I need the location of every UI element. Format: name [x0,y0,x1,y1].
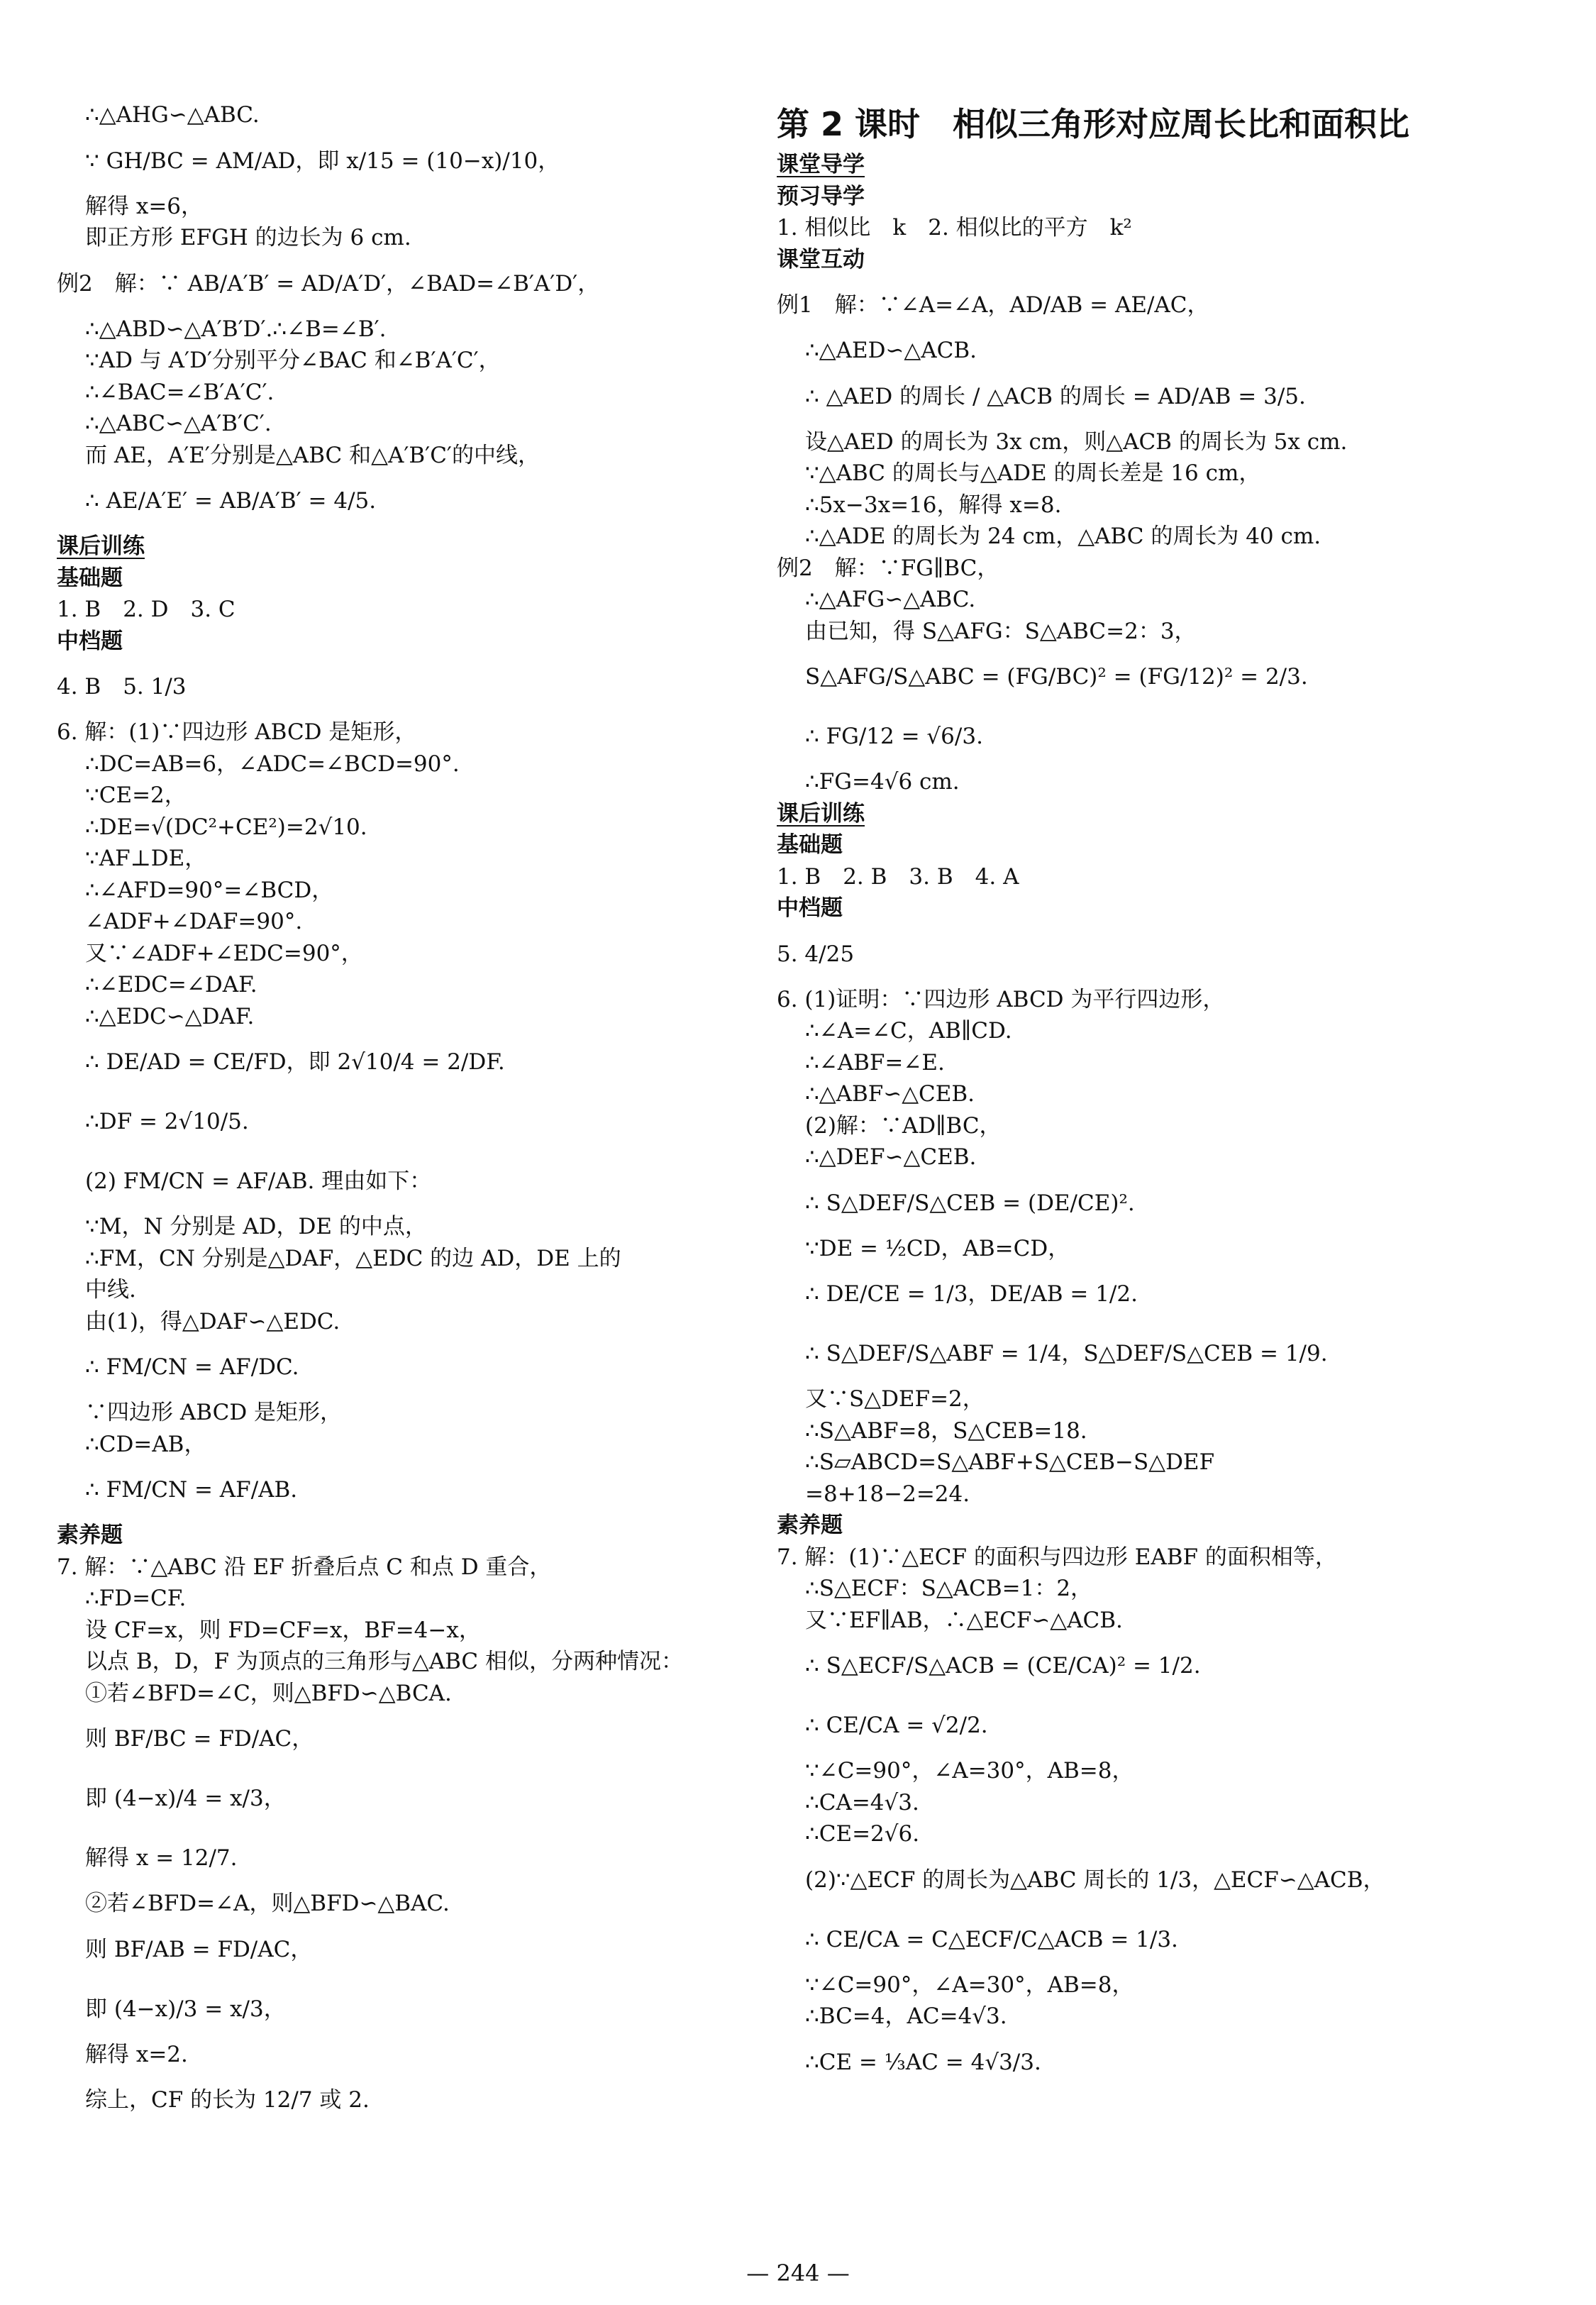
text-line: ∴△DEF∽△CEB. [805,1144,977,1170]
text-line: 即正方形 EFGH 的边长为 6 cm. [85,225,411,250]
text-line: ∴DF = 2√10/5. [85,1109,249,1134]
text-line: 6. (1)证明：∵四边形 ABCD 为平行四边形， [777,986,1225,1012]
text-line: 即 (4−x)/4 = x/3， [85,1786,286,1811]
text-line: ∴FD=CF. [85,1586,187,1611]
section-heading: 素养题 [57,1522,123,1548]
section-heading: 课后训练 [57,534,145,559]
text-line: ∴S△ABF=8，S△CEB=18. [805,1417,1087,1444]
text-line: ∴ △AED 的周长 / △ACB 的周长 = AD/AB = 3/5. [805,383,1306,409]
text-line: 1. B 2. B 3. B 4. A [777,863,1019,890]
text-line: 以点 B，D，F 为顶点的三角形与△ABC 相似，分两种情况： [85,1649,684,1674]
text-line: ∴S▱ABCD=S△ABF+S△CEB−S△DEF [805,1449,1215,1475]
text-line: ∵∠C=90°，∠A=30°，AB=8， [805,1758,1134,1784]
text-line: ∵AF⊥DE， [85,846,207,871]
text-line: 中线. [85,1277,136,1303]
text-line: ∴ S△ECF/S△ACB = (CE/CA)² = 1/2. [805,1653,1201,1679]
text-line: 5. 4/25 [777,941,855,967]
text-line: ∴ DE/CE = 1/3，DE/AB = 1/2. [805,1281,1138,1307]
text-line: 而 AE，A′E′分别是△ABC 和△A′B′C′的中线， [85,442,540,468]
text-line: 解得 x = 12/7. [85,1845,238,1871]
text-line: ∴ FM/CN = AF/DC. [85,1354,299,1380]
text-line: ∴ CE/CA = C△ECF/C△ACB = 1/3. [805,1926,1178,1952]
text-line: ∠ADF+∠DAF=90°. [85,909,303,934]
text-line: ∴△AED∽△ACB. [805,338,977,363]
text-line: ∴CE=2√6. [805,1821,920,1847]
text-line: ∴△ABF∽△CEB. [805,1081,975,1107]
section-heading: 预习导学 [777,183,865,209]
page-number: — 244 — [746,2260,850,2287]
text-line: ∴∠A=∠C，AB∥CD. [805,1018,1012,1044]
text-line: 例1 解：∵∠A=∠A，AD/AB = AE/AC， [777,292,1209,318]
text-line: ∴CE = ⅓AC = 4√3/3. [805,2049,1041,2075]
text-line: ∴CD=AB， [85,1431,206,1457]
text-line: ∴ CE/CA = √2/2. [805,1713,988,1738]
text-line: ∴△AHG∽△ABC. [85,102,260,128]
text-line: (2)∵△ECF 的周长为△ABC 周长的 1/3，△ECF∽△ACB， [805,1867,1385,1893]
text-line: ∴ AE/A′E′ = AB/A′B′ = 4/5. [85,488,377,514]
text-line: 由(1)，得△DAF∽△EDC. [85,1308,340,1334]
text-line: ∵四边形 ABCD 是矩形， [85,1400,343,1425]
text-line: 4. B 5. 1/3 [57,674,187,700]
text-line: 则 BF/BC = FD/AC， [85,1726,314,1752]
section-heading: 中档题 [777,895,843,921]
text-line: ∴∠ABF=∠E. [805,1049,945,1076]
text-line: 例2 解：∵FG∥BC， [777,555,999,581]
text-line: ∴S△ECF：S△ACB=1：2， [805,1576,1093,1601]
text-line: ∴CA=4√3. [805,1789,919,1815]
text-line: 综上，CF 的长为 12/7 或 2. [85,2087,370,2113]
text-line: 又∵S△DEF=2， [805,1386,985,1412]
text-line: 1. B 2. D 3. C [57,597,235,622]
section-heading: 基础题 [777,832,843,858]
text-line: ∵M，N 分别是 AD，DE 的中点， [85,1214,427,1239]
text-line: ∴ S△DEF/S△CEB = (DE/CE)². [805,1190,1135,1216]
text-line: ∵∠C=90°，∠A=30°，AB=8， [805,1972,1134,1998]
text-line: ∴FM，CN 分别是△DAF，△EDC 的边 AD，DE 上的 [85,1245,621,1271]
text-line: ∵△ABC 的周长与△ADE 的周长差是 16 cm， [805,460,1261,486]
text-line: 又∵EF∥AB，∴△ECF∽△ACB. [805,1607,1123,1633]
text-line: ∴△EDC∽△DAF. [85,1003,255,1029]
text-line: 解得 x=6， [85,193,204,219]
text-line: 7. 解：(1)∵△ECF 的面积与四边形 EABF 的面积相等， [777,1544,1337,1570]
text-line: ∴ FM/CN = AF/AB. [85,1477,298,1503]
text-line: ∴5x−3x=16，解得 x=8. [805,492,1062,518]
text-line: ∴△AFG∽△ABC. [805,587,976,612]
text-line: 即 (4−x)/3 = x/3， [85,1996,286,2022]
section-heading: 中档题 [57,628,123,654]
text-line: (2)解：∵AD∥BC， [805,1112,1002,1139]
section-heading: 素养题 [777,1513,843,1538]
text-line: ∴∠AFD=90°=∠BCD， [85,877,334,903]
text-line: ∵DE = ½CD，AB=CD， [805,1235,1070,1261]
text-line: ∴∠EDC=∠DAF. [85,972,257,997]
text-line: ①若∠BFD=∠C，则△BFD∽△BCA. [85,1680,452,1706]
text-line: 由已知，得 S△AFG：S△ABC=2：3， [805,618,1197,644]
text-line: 则 BF/AB = FD/AC， [85,1936,313,1962]
text-line: ∴ S△DEF/S△ABF = 1/4，S△DEF/S△CEB = 1/9. [805,1341,1328,1366]
text-line: ∴△ABD∽△A′B′D′.∴∠B=∠B′. [85,316,387,342]
text-line: 设△AED 的周长为 3x cm，则△ACB 的周长为 5x cm. [805,429,1348,455]
text-line: ∴△ADE 的周长为 24 cm，△ABC 的周长为 40 cm. [805,524,1321,549]
text-line: ∴ DE/AD = CE/FD，即 2√10/4 = 2/DF. [85,1049,505,1075]
text-line: ∴BC=4，AC=4√3. [805,2003,1007,2029]
text-line: ∴∠BAC=∠B′A′C′. [85,379,275,405]
text-line: (2) FM/CN = AF/AB. 理由如下： [85,1168,432,1194]
text-line: 设 CF=x，则 FD=CF=x，BF=4−x， [85,1617,481,1643]
text-line: S△AFG/S△ABC = (FG/BC)² = (FG/12)² = 2/3. [805,664,1308,690]
text-line: =8+18−2=24. [805,1481,970,1507]
text-line: 例2 解：∵ AB/A′B′ = AD/A′D′，∠BAD=∠B′A′D′， [57,270,600,297]
text-line: ∴ FG/12 = √6/3. [805,724,983,749]
text-line: ∴FG=4√6 cm. [805,769,960,795]
text-line: ∵ GH/BC = AM/AD，即 x/15 = (10−x)/10， [85,148,560,174]
lesson-title: 第 2 课时 相似三角形对应周长比和面积比 [777,105,1410,143]
section-heading: 课堂导学 [777,152,865,177]
text-line: 又∵∠ADF+∠EDC=90°， [85,940,363,966]
left-column [57,99,766,2130]
section-heading: 课堂互动 [777,246,865,272]
section-heading: 课后训练 [777,800,865,827]
text-line: ∵AD 与 A′D′分别平分∠BAC 和∠B′A′C′， [85,348,501,373]
text-line: 6. 解：(1)∵四边形 ABCD 是矩形， [57,719,417,745]
text-line: ∴DC=AB=6，∠ADC=∠BCD=90°. [85,751,460,777]
text-line: 7. 解：∵△ABC 沿 EF 折叠后点 C 和点 D 重合， [57,1554,552,1580]
text-line: ∵CE=2， [85,783,187,808]
section-heading: 基础题 [57,565,123,591]
text-line: ∴△ABC∽△A′B′C′. [85,411,272,436]
text-line: ∴DE=√(DC²+CE²)=2√10. [85,814,367,840]
text-line: ②若∠BFD=∠A，则△BFD∽△BAC. [85,1891,450,1916]
text-line: 解得 x=2. [85,2041,188,2067]
right-column [777,99,1550,2092]
text-line: 1. 相似比 k 2. 相似比的平方 k² [777,215,1132,241]
